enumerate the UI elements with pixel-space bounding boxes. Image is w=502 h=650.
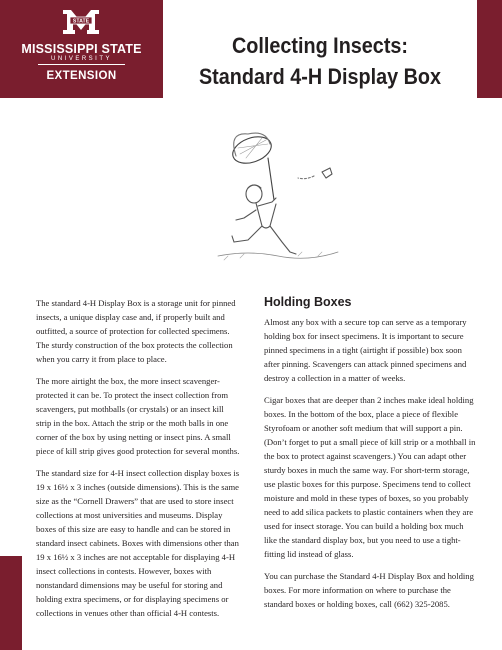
paragraph: The standard size for 4-H insect collection display boxes is 19 x 16½ x 3 inches (outside dimensions). This is the same size as the “Cornell Drawers” that are used to store insect collections at most universities and museums. Display boxes of this size are easy to handle and can be stored in standard insect cabinets. Boxes with dimensions other than 19 x 16½ x 3 inches are not acceptable for displaying 4-H insect collections in contests. However, boxes with nonstandard dimensions may be useful for storing and holding extra specimens, or for displaying specimens or collections in venues other than official 4-H contests. bbox=[36, 468, 240, 618]
logo-name: MISSISSIPPI STATE bbox=[21, 42, 142, 56]
logo-university: UNIVERSITY bbox=[50, 56, 112, 62]
paragraph: The standard 4-H Display Box is a storage unit for pinned insects, a unique display case and, if properly built and outfitted, a source of protection for collected specimens. The sturdy construction of the box protects the collection when you carry it from place to place. bbox=[36, 298, 236, 364]
left-column bbox=[36, 296, 241, 628]
logo-extension: EXTENSION bbox=[46, 70, 117, 82]
boy-with-butterfly-net-illustration bbox=[188, 118, 358, 268]
logo-divider bbox=[38, 64, 125, 65]
paragraph: Almost any box with a secure top can serve as a temporary holding box for insect specimens. It is important to secure pinned specimens in a tight (airtight if possible) box soon after pinning. Scavengers can attack pinned specimens and destroy a collection in a matter of weeks. bbox=[264, 317, 467, 383]
paragraph: Cigar boxes that are deeper than 2 inches make ideal holding boxes. In the bottom of the box, place a piece of flexible Styrofoam or another soft medium that will support a pin. (Don’t forget to put a small piece of kill strip or a mothball in the box to protect against scavengers.) You can adapt other sturdy boxes in much the same way. For short-term storage, use plastic boxes for this purpose. Specimens tend to collect moisture and mold in these types of boxes, so you probably need to add silica packets to plastic containers when they are used for insect storage. You can build a holding box much like the standard display box, but you need to use a tight-fitting lid instead of glass. bbox=[264, 395, 476, 559]
logo-block bbox=[0, 0, 163, 98]
paragraph: You can purchase the Standard 4-H Display Box and holding boxes. For more information on where to purchase the standard boxes or holding boxes, call (662) 325-2085. bbox=[264, 571, 474, 609]
title-line-1: Collecting Insects: bbox=[231, 33, 409, 58]
msu-logo-icon bbox=[61, 8, 101, 36]
header-accent-bar bbox=[477, 0, 502, 98]
page-title bbox=[185, 30, 455, 92]
right-column bbox=[264, 294, 476, 619]
section-heading: Holding Boxes bbox=[264, 295, 352, 309]
logo-shield-text: STATE bbox=[72, 18, 90, 25]
footer-accent-bar bbox=[0, 556, 22, 650]
title-line-2: Standard 4-H Display Box bbox=[198, 64, 442, 89]
paragraph: The more airtight the box, the more insect scavenger-protected it can be. To protect the insect collection from scavengers, put mothballs (or crystals) or an insect kill strip in the box. Attach the strip or the moth balls in one corner of the box by using netting or insect pins. A small piece of kill strip gives good protection for several months. bbox=[36, 376, 240, 456]
